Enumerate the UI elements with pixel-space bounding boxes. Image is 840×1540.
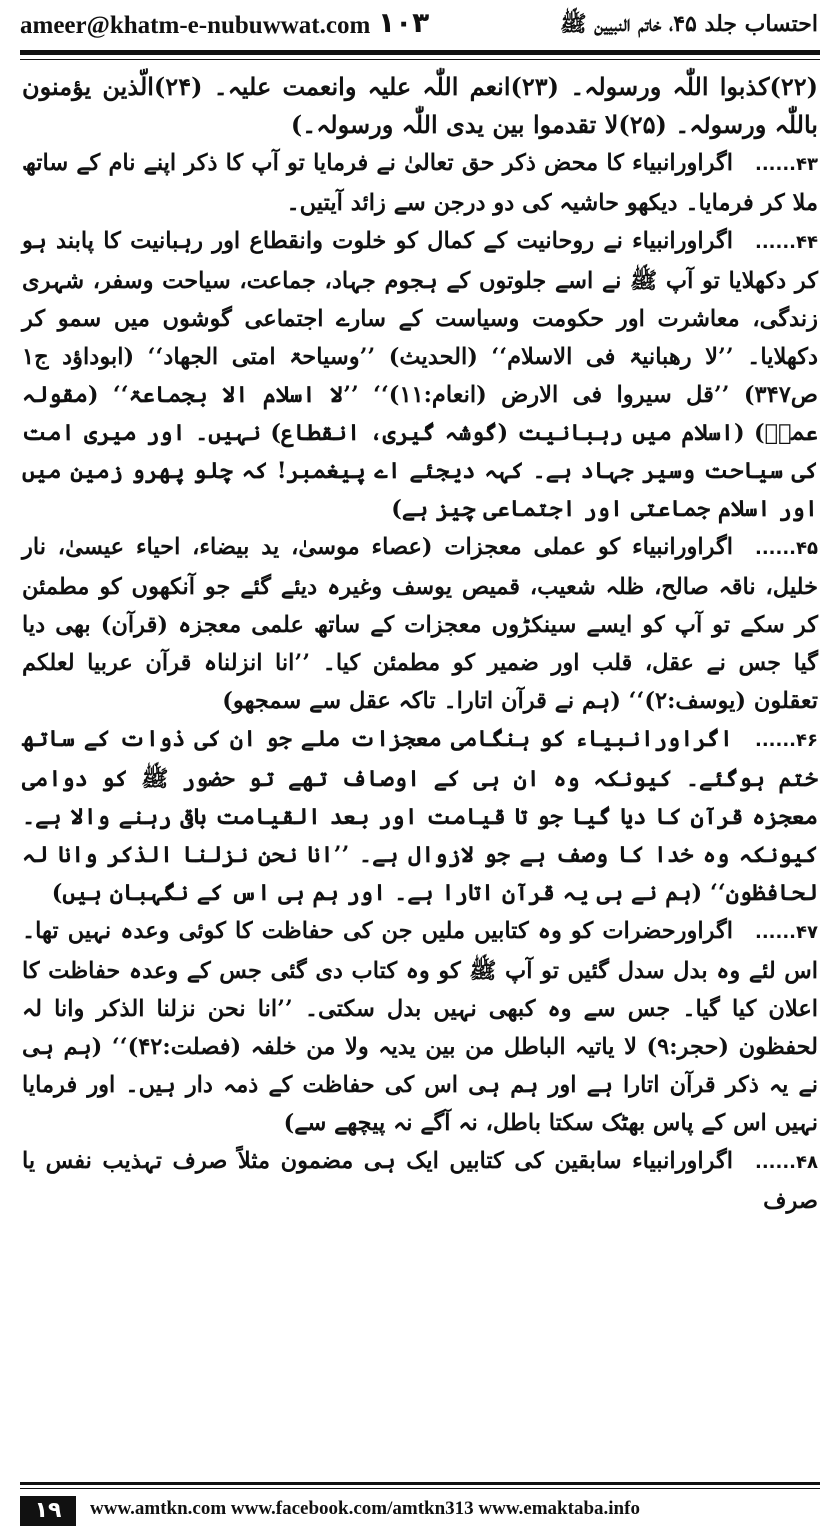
page-header <box>0 0 840 52</box>
paragraph-text: اگراورانبیاء کا محض ذکر حق تعالیٰ نے فرمایا تو آپ کا ذکر اپنے نام کے ساتھ ملا کر فرمایا۔ دیکھو حاشیہ کی دو درجن سے زائد آیتیں۔ <box>22 150 818 216</box>
paragraph-number: ۴۷...... <box>754 922 818 943</box>
paragraph-47 <box>22 912 818 1142</box>
paragraph-number: ۴۳...... <box>754 154 818 175</box>
header-page-number: ١٠٣ <box>378 6 430 39</box>
footer-urls: www.amtkn.com www.facebook.com/amtkn313 www.emaktaba.info <box>90 1498 640 1519</box>
body-text <box>22 68 818 1220</box>
page-footer <box>20 1482 820 1526</box>
footer-page-number: ١٩ <box>20 1496 76 1526</box>
header-rule-thick <box>20 50 820 55</box>
paragraph-number: ۴۴...... <box>754 232 818 253</box>
paragraph-text: (۲۲)کذبوا اللّٰہ ورسولہ۔ (۲۳)انعم اللّٰہ علیہ وانعمت علیہ۔ (۲۴)الّذین یؤمنون باللّٰہ ورسولہ۔ (۲۵)لا تقدموا بین یدی اللّٰہ ورسولہ۔) <box>22 72 818 139</box>
paragraph-number: ۴۶...... <box>754 730 818 751</box>
paragraph-text: اگراورانبیاء سابقین کی کتابیں ایک ہی مضمون مثلاً صرف تہذیب نفس یا صرف <box>22 1148 818 1214</box>
header-rule-thin <box>20 59 820 60</box>
header-email: ameer@khatm-e-nubuwwat.com <box>20 12 371 39</box>
paragraph-48 <box>22 1142 818 1220</box>
running-title: احتساب جلد ۴۵، خاتم النبیین ﷺ <box>559 11 818 37</box>
footer-rule-thick <box>20 1482 820 1485</box>
paragraph-text: اگراورحضرات کو وہ کتابیں ملیں جن کی حفاظت کا کوئی وعدہ نہیں تھا۔ اس لئے وہ بدل سدل گئیں تو آپ ﷺ کو وہ کتاب دی گئی جس کے وعدہ حفاظت کا اعلان کیا گیا۔ جس سے وہ کبھی نہیں بدل سکتی۔ ’’انا نحن نزلنا الذکر وانا لہ لحفظون (حجر:۹) لا یاتیہ الباطل من بین یدیہ ولا من خلفہ (فصلت:۴۲)‘‘ (ہم ہی نے یہ ذکر قرآن اتارا ہے اور ہم ہی اس کی حفاظت کے ذمہ دار ہیں۔ اور فرمایا نہیں اس کے پاس بھٹک سکتا باطل، نہ آگے نہ پیچھے سے) <box>22 918 818 1136</box>
paragraph-45 <box>22 528 818 720</box>
paragraph-number: ۴۸...... <box>754 1152 818 1173</box>
paragraph-text: اگراورانبیاء نے روحانیت کے کمال کو خلوت وانقطاع اور رہبانیت کا پابند ہو کر دکھلایا تو آپ ﷺ نے اسے جلوتوں کے ہجوم جہاد، جماعت، سیاحت وسفر، شہری زندگی، معاشرت اور حکومت وسیاست کے سارے اجتماعی گوشوں میں سمو کر دکھلایا۔ ’’لا رھبانیۃ فی الاسلام‘‘ (الحدیث) ’’وسیاحۃ امتی الجھاد‘‘ (ابوداؤد ج۱ ص۳۴۷) ’’قل سیروا فی الارض (انعام:۱۱)‘‘ ’’لا اسلام الا بجماعۃ‘‘ (مقولہ عمرؓ) (اسلام میں رہبانیت (گوشہ گیری، انقطاع) نہیں۔ اور میری امت کی سیاحت وسیر جہاد ہے۔ کہہ دیجئے اے پیغمبر! کہ چلو پھرو زمین میں اور اسلام جماعتی اور اجتماعی چیز ہے) <box>22 228 818 522</box>
footer-rule-thin <box>20 1488 820 1489</box>
paragraph-0 <box>22 68 818 144</box>
paragraph-text: اگراورانبیاء کو ہنگامی معجزات ملے جو ان کی ذوات کے ساتھ ختم ہوگئے۔ کیونکہ وہ ان ہی کے اوصاف تھے تو حضور ﷺ کو دوامی معجزہ قرآن کا دیا گیا جو تا قیامت اور بعد القیامت باقی رہنے والا ہے۔ کیونکہ وہ خدا کا وصف ہے جو لازوال ہے۔ ’’انا نحن نزلنا الذکر وانا لہ لحافظون‘‘ (ہم نے ہی یہ قرآن اتارا ہے۔ اور ہم ہی اس کے نگہبان ہیں) <box>22 726 818 906</box>
paragraph-number: ۴۵...... <box>754 538 818 559</box>
paragraph-text: اگراورانبیاء کو عملی معجزات (عصاء موسیٰ، ید بیضاء، احیاء عیسیٰ، نار خلیل، ناقہ صالح، ظلہ شعیب، قمیص یوسف وغیرہ دیئے گئے جو آنکھوں کو مطمئن کر سکے تو آپ کو ایسے سینکڑوں معجزات کے ساتھ علمی معجزہ (قرآن) بھی دیا گیا جس نے عقل، قلب اور ضمیر کو مطمئن کیا۔ ’’انا انزلناہ قرآن عربیا لعلکم تعقلون (یوسف:۲)‘‘ (ہم نے قرآن اتارا۔ تاکہ عقل سے سمجھو) <box>22 534 818 714</box>
paragraph-43 <box>22 144 818 222</box>
paragraph-46 <box>22 720 818 912</box>
paragraph-44 <box>22 222 818 528</box>
